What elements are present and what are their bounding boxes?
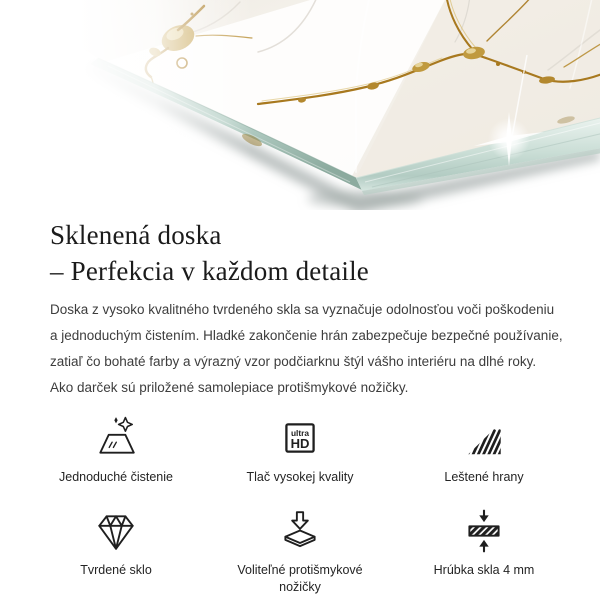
polished-edges-icon	[461, 415, 507, 461]
glass-board-photo	[0, 0, 600, 210]
feature-label: Leštené hrany	[444, 470, 524, 484]
ultra-hd-icon-text-top: ultra	[290, 427, 310, 438]
page-title-line1: Sklenená doska	[50, 220, 222, 250]
description-section	[0, 217, 600, 401]
description-line: Ako darček sú priložené samolepiace protišmykové nožičky.	[50, 380, 409, 395]
feature-glass-thickness	[392, 508, 576, 596]
description-line: a jednoduchým čistením. Hladké zakončenie hrán zabezpečuje bezpečné používanie,	[50, 328, 563, 343]
description-line: Doska z vysoko kvalitného tvrdeného skla sa vyznačuje odolnosťou voči poškodeniu	[50, 302, 555, 317]
ultra-hd-icon	[277, 415, 323, 461]
thickness-icon	[461, 508, 507, 554]
sparkle-clean-icon	[93, 415, 139, 461]
feature-label: Jednoduché čistenie	[59, 470, 173, 484]
product-description	[50, 297, 563, 401]
diamond-icon	[93, 508, 139, 554]
anti-slip-feet-icon	[277, 508, 323, 554]
ultra-hd-icon-text-bottom: HD	[290, 435, 310, 451]
description-line: zatiaľ čo bohaté farby a výrazný vzor podčiarknu štýl vášho interiéru na dlhé roky.	[50, 354, 537, 369]
feature-label: Tlač vysokej kvality	[246, 470, 354, 484]
feature-print-quality	[208, 415, 392, 486]
feature-tempered-glass	[24, 508, 208, 596]
left-fade	[0, 0, 253, 210]
feature-label: Tvrdené sklo	[80, 563, 152, 577]
feature-anti-slip-feet	[208, 508, 392, 596]
page-title	[50, 217, 556, 289]
feature-label: Voliteľné protišmykové nožičky	[237, 563, 363, 594]
feature-polished-edges	[392, 415, 576, 486]
hero-section	[0, 0, 600, 210]
feature-grid	[0, 415, 600, 596]
feature-label: Hrúbka skla 4 mm	[433, 563, 535, 577]
feature-easy-cleaning	[24, 415, 208, 486]
page-title-line2: – Perfekcia v každom detaile	[50, 256, 369, 286]
